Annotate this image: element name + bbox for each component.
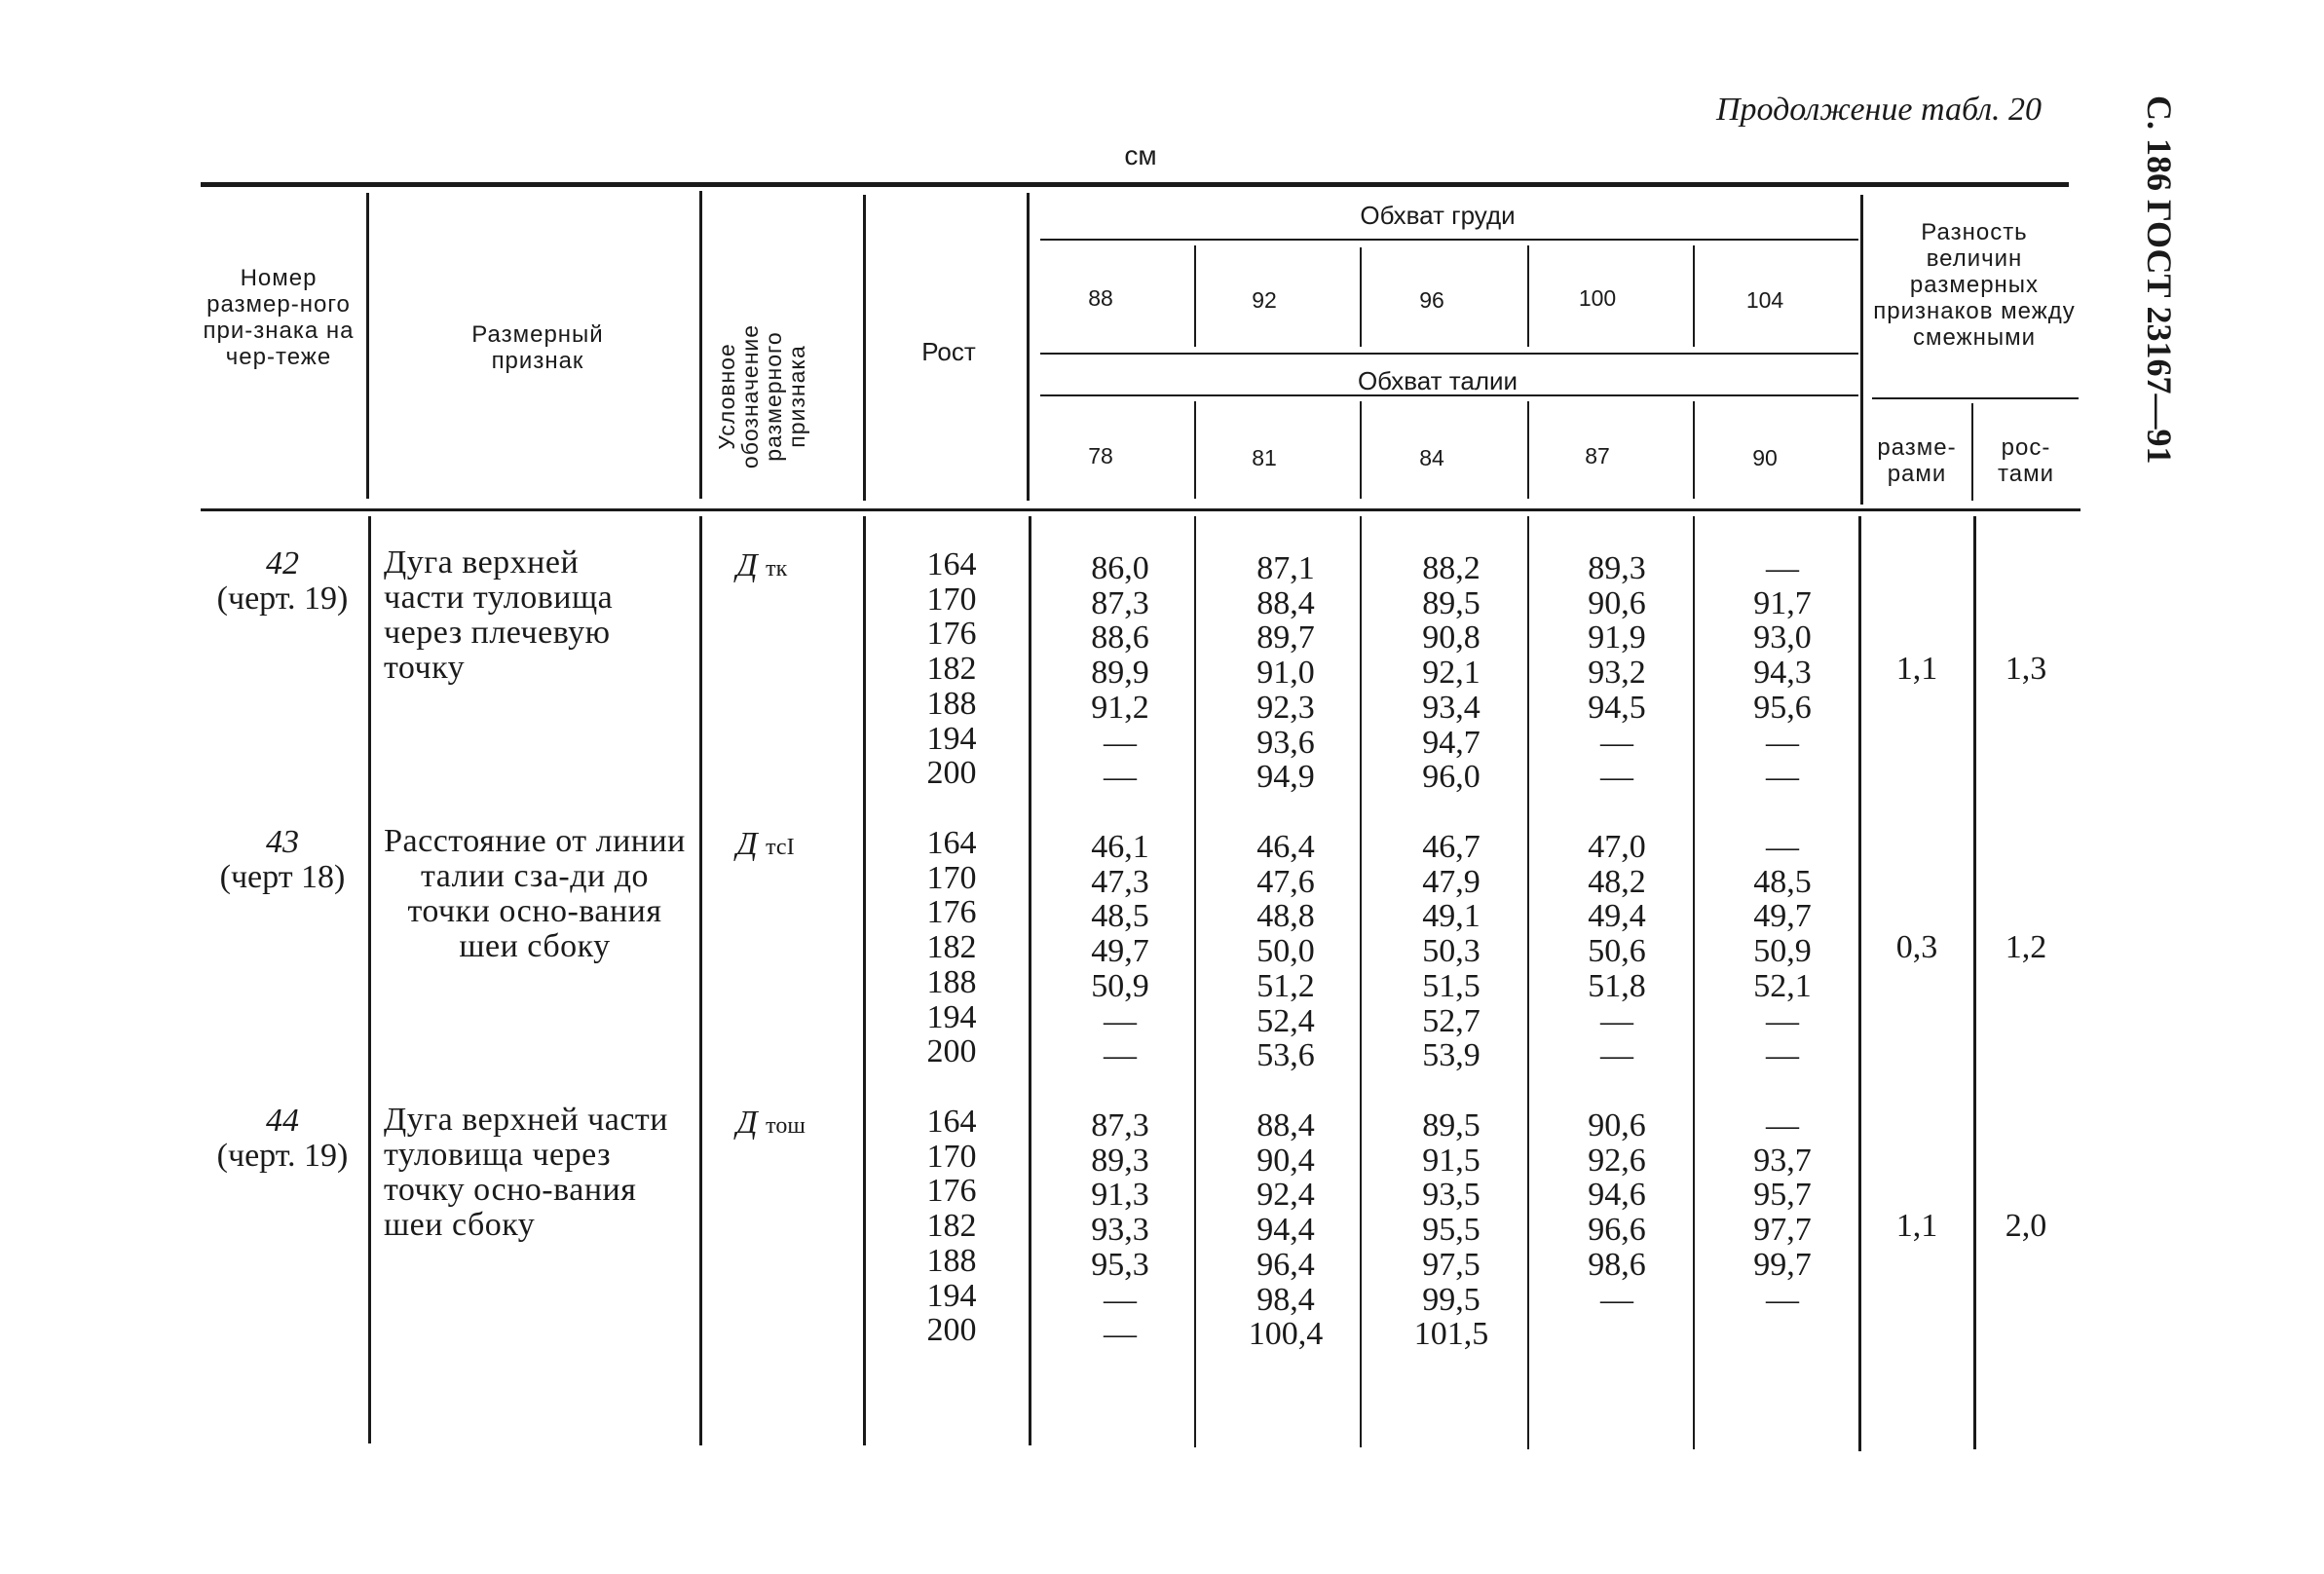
header-by-heights: рос-тами [1998,434,2054,487]
row-number: 42 [266,545,299,581]
waist-value: 78 [1088,443,1113,468]
values-column-92: 87,1 88,4 89,7 91,0 92,3 93,6 94,9 [1256,550,1315,796]
hv-waist-1 [1194,401,1196,499]
bv-5 [1194,516,1196,1447]
values-column-88: 86,0 87,3 88,6 89,9 91,2 — — [1091,550,1149,796]
hv-waist-2 [1360,401,1362,499]
bv-3 [863,516,866,1445]
row-symbol: Д тсI [736,826,795,862]
hv-waist-3 [1527,401,1529,499]
waist-value: 84 [1419,445,1444,470]
hv-2 [699,191,702,499]
bv-10 [1973,516,1976,1449]
values-column-88: 87,3 89,3 91,3 93,3 95,3 — — [1091,1107,1149,1353]
row-reference: (черт. 19) [216,581,349,617]
values-column-96: 46,7 47,9 49,1 50,3 51,5 52,7 53,9 [1422,829,1481,1074]
values-column-104: — 48,5 49,7 50,9 52,1 — — [1753,829,1812,1074]
continuation-caption: Продолжение табл. 20 [1716,92,2043,128]
row-reference: (черт. 19) [216,1138,349,1174]
hv-waist-4 [1693,401,1695,499]
values-column-92: 88,4 90,4 92,4 94,4 96,4 98,4 100,4 [1248,1107,1324,1353]
side-header: С. 186 ГОСТ 23167—91 [2140,95,2179,465]
chest-value: 96 [1419,287,1444,313]
row-symbol: Д тк [736,547,788,583]
values-column-92: 46,4 47,6 48,8 50,0 51,2 52,4 53,6 [1256,829,1315,1074]
row-feature-name: Дуга верхней части туловища через плечевую точку [384,544,614,686]
bv-1 [368,516,371,1443]
header-symbol: Условное обозначение размерного признака [714,323,809,469]
bv-2 [699,516,702,1445]
header-waist: Обхват талии [1357,366,1518,395]
chest-underline [1040,239,1858,241]
header-difference: Разность величин размерных признаков между смежными [1873,219,2076,351]
values-column-96: 88,2 89,5 90,8 92,1 93,4 94,7 96,0 [1422,550,1481,796]
hv-chest-1 [1194,245,1196,347]
row-symbol: Д тош [736,1105,806,1141]
hv-chest-4 [1693,245,1695,347]
bv-9 [1858,516,1861,1451]
hv-3 [863,195,866,501]
values-column-100: 89,3 90,6 91,9 93,2 94,5 — — [1588,550,1646,796]
diff-by-heights: 1,2 [2005,929,2047,965]
header-height: Рост [921,337,976,366]
row-feature-name: Дуга верхней части туловища через точку осно-вания шеи сбоку [384,1102,668,1243]
hv-diff [1971,403,1973,501]
heights-column: 164 170 176 182 188 194 200 [926,546,977,792]
diff-by-sizes: 1,1 [1895,1208,1938,1244]
diff-by-sizes: 1,1 [1895,651,1938,687]
diff-by-heights: 2,0 [2005,1208,2047,1244]
chest-value: 92 [1252,287,1277,313]
values-column-88: 46,1 47,3 48,5 49,7 50,9 — — [1091,829,1149,1074]
waist-value: 90 [1752,445,1778,470]
values-column-104: — 93,7 95,7 97,7 99,7 — [1753,1107,1812,1318]
waist-value: 87 [1585,443,1610,468]
header-feature: Размерный признак [471,321,604,374]
header-number: Номер размер-ного при-знака на чер-теже [203,265,355,370]
chest-value: 88 [1088,285,1113,311]
hv-1 [366,193,369,499]
chest-value: 104 [1745,287,1784,313]
bv-8 [1693,516,1695,1449]
row-number: 44 [266,1103,299,1139]
diff-by-heights: 1,3 [2005,651,2047,687]
header-by-sizes: разме-рами [1877,434,1957,487]
values-column-100: 90,6 92,6 94,6 96,6 98,6 — [1588,1107,1646,1318]
unit-label: см [1124,140,1157,170]
header-chest: Обхват груди [1360,201,1516,230]
hv-4 [1027,193,1030,501]
chest-value: 100 [1578,285,1617,311]
values-column-100: 47,0 48,2 49,4 50,6 51,8 — — [1588,829,1646,1074]
heights-column: 164 170 176 182 188 194 200 [926,825,977,1070]
row-number: 43 [266,824,299,860]
waist-overline [1040,353,1858,355]
row-reference: (черт 18) [219,859,346,895]
bv-6 [1360,516,1362,1447]
values-column-96: 89,5 91,5 93,5 95,5 97,5 99,5 101,5 [1413,1107,1489,1353]
bv-7 [1527,516,1529,1449]
bv-4 [1029,516,1031,1445]
waist-value: 81 [1252,445,1277,470]
hv-chest-2 [1360,247,1362,347]
diff-by-sizes: 0,3 [1895,929,1938,965]
difference-underline [1872,397,2079,399]
values-column-104: — 91,7 93,0 94,3 95,6 — — [1753,550,1812,796]
hv-chest-3 [1527,245,1529,347]
hv-5 [1860,195,1863,505]
heights-column: 164 170 176 182 188 194 200 [926,1104,977,1349]
table-top-rule [201,182,2069,187]
row-feature-name: Расстояние от линии талии сза-ди до точки осно-вания шеи сбоку [384,823,686,964]
header-bottom-rule [201,508,2080,511]
